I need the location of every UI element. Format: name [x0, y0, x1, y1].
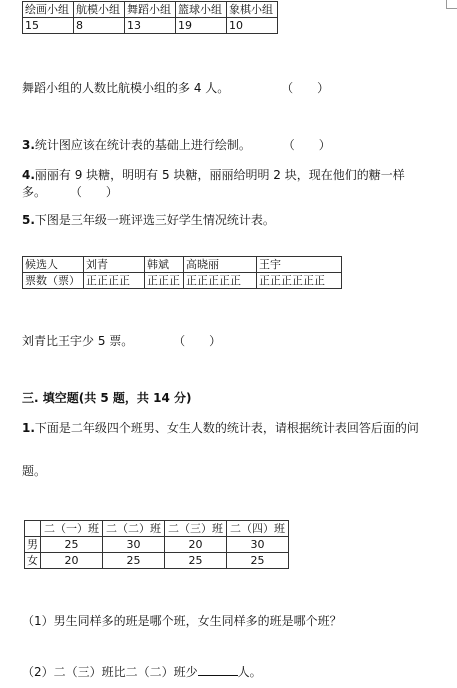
table-header-cell: 王宇 [257, 257, 342, 273]
answer-parentheses: （ ） [69, 185, 118, 199]
table-cell: 15 [23, 18, 74, 34]
page-corner-mark [446, 0, 457, 9]
question-text: 统计图应该在统计表的基础上进行绘制。 [34, 138, 251, 152]
table-header-cell: 航模小组 [74, 2, 125, 18]
table-cell: 19 [176, 18, 227, 34]
table-header-cell: 韩斌 [145, 257, 184, 273]
question-1-continued [22, 462, 46, 479]
question-text: （2）二（三）班比二（二）班少 [22, 665, 198, 679]
table-header-cell: 票数（票） [23, 273, 84, 289]
table-header-cell [25, 521, 41, 537]
sub-question-2 [22, 663, 262, 680]
question-text: 题。 [22, 464, 47, 478]
class-gender-table [24, 520, 289, 569]
statement-text: 刘青比王宇少 5 票。 [22, 334, 134, 348]
table-cell: 25 [103, 553, 165, 569]
table-row [23, 257, 342, 273]
table-header-cell: 象棋小组 [227, 2, 278, 18]
table-row [23, 2, 278, 18]
question-1 [22, 419, 419, 436]
table-header-cell: 绘画小组 [23, 2, 74, 18]
table-cell: 25 [41, 537, 103, 553]
table-cell: 8 [74, 18, 125, 34]
table-cell: 25 [227, 553, 289, 569]
question-text: 丽丽有 9 块糖，明明有 5 块糖，丽丽给明明 2 块，现在他们的糖一样 [34, 168, 405, 182]
question-number: 5. [22, 213, 35, 227]
table-cell: 20 [165, 537, 227, 553]
answer-parentheses: （ ） [173, 334, 222, 348]
table-header-cell: 舞蹈小组 [125, 2, 176, 18]
dance-statement [22, 79, 329, 96]
question-text: 多。 [22, 185, 47, 199]
table-header-cell: 候选人 [23, 257, 84, 273]
question-4-continued [22, 183, 118, 200]
table-row [25, 537, 289, 553]
question-number: 4. [22, 168, 35, 182]
row-label: 女 [25, 553, 41, 569]
table-header-cell: 篮球小组 [176, 2, 227, 18]
question-text: 下图是三年级一班评选三好学生情况统计表。 [34, 213, 275, 227]
table-row [25, 553, 289, 569]
table-row [25, 521, 289, 537]
table-cell: 10 [227, 18, 278, 34]
sub-question-1: （1）男生同样多的班是哪个班，女生同样多的班是哪个班？ [22, 614, 342, 628]
table-cell: 正正正正正正 [257, 273, 342, 289]
question-number: 1. [22, 421, 35, 435]
table-cell: 13 [125, 18, 176, 34]
question-text: 人。 [237, 665, 262, 679]
vote-statement [22, 332, 221, 349]
statement-text: 舞蹈小组的人数比航模小组的多 4 人。 [22, 81, 230, 95]
table-cell: 正正正正 [84, 273, 145, 289]
table-cell: 20 [41, 553, 103, 569]
table-row [23, 18, 278, 34]
table-header-cell: 刘青 [84, 257, 145, 273]
table-cell: 正正正 [145, 273, 184, 289]
question-text: 下面是二年级四个班男、女生人数的统计表，请根据统计表回答后面的问 [34, 421, 419, 435]
table-header-cell: 二（二）班 [103, 521, 165, 537]
table-row [23, 273, 342, 289]
section-title: 三. 填空题(共 5 题，共 14 分) [22, 391, 192, 405]
answer-blank[interactable] [198, 664, 238, 676]
question-3 [22, 136, 331, 153]
question-4 [22, 166, 405, 183]
table-cell: 30 [227, 537, 289, 553]
table-cell: 正正正正正 [184, 273, 257, 289]
row-label: 男 [25, 537, 41, 553]
table-cell: 25 [165, 553, 227, 569]
answer-parentheses: （ ） [282, 138, 331, 152]
table-header-cell: 二（三）班 [165, 521, 227, 537]
table-header-cell: 高晓丽 [184, 257, 257, 273]
table-header-cell: 二（四）班 [227, 521, 289, 537]
question-5 [22, 211, 275, 228]
table-header-cell: 二（一）班 [41, 521, 103, 537]
table-cell: 30 [103, 537, 165, 553]
question-number: 3. [22, 138, 35, 152]
vote-table [22, 256, 342, 289]
group-count-table [22, 1, 278, 34]
answer-parentheses: （ ） [281, 81, 330, 95]
